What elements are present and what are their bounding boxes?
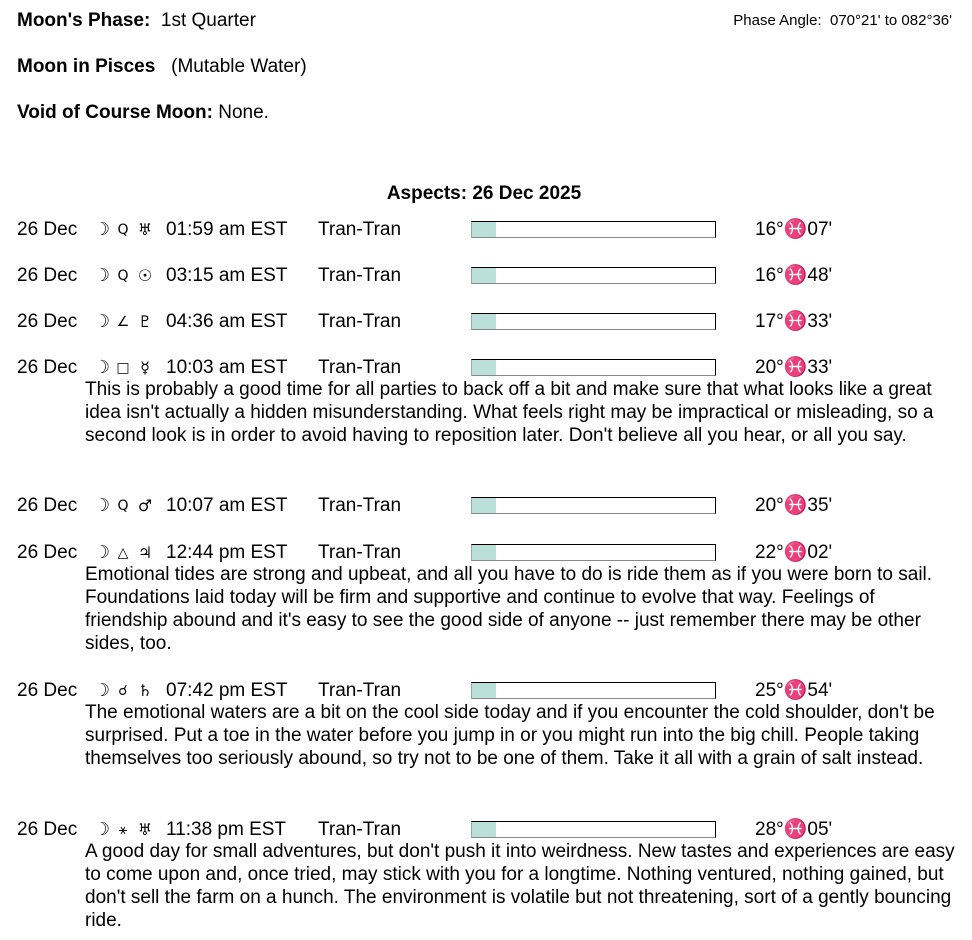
aspect-glyph-icon: □ [116, 360, 130, 376]
moon-phase [17, 10, 256, 32]
strength-bar [471, 313, 716, 330]
moon-glyph-icon: ☽ [93, 542, 111, 563]
void-of-course [17, 102, 269, 124]
moon-glyph-icon: ☽ [93, 680, 111, 701]
aspect-date: 26 Dec [17, 542, 78, 563]
moon-phase-value: 1st Quarter [160, 10, 256, 31]
planet-glyph-icon: ☉ [137, 266, 153, 285]
moon-glyph-icon: ☽ [93, 819, 111, 840]
aspect-date: 26 Dec [17, 495, 78, 516]
aspect-description: The emotional waters are a bit on the cool side today and if you encounter the cold shoulder, don't be surprised. Put a toe in the water before you jump in or you might run into the big chill. People taking themselves too seriously abound, so try not to be one of them. Take it all with a grain of salt instead. [85, 702, 935, 769]
strength-bar-fill [472, 822, 496, 837]
aspect-time: 10:07 am EST [166, 495, 288, 516]
moon-glyph-icon: ☽ [93, 265, 111, 286]
moon-glyph-icon: ☽ [93, 495, 111, 516]
strength-bar-fill [472, 222, 496, 237]
aspect-glyph-icon: ⚹ [118, 822, 128, 838]
strength-bar-fill [472, 268, 496, 283]
aspect-time: 10:03 am EST [166, 357, 288, 378]
planet-glyph-icon: ♅ [137, 220, 153, 239]
strength-bar [471, 821, 716, 838]
aspect-description: Emotional tides are strong and upbeat, and all you have to do is ride them as if you were born to sail. Foundations laid today will be firm and supportive and continue to evolve that way. Feelings of friendship abound and it's easy to see the good side of anyone -- just remember there may be other sides, too. [85, 564, 933, 654]
aspect-glyphs [92, 679, 156, 703]
aspect-date: 26 Dec [17, 357, 78, 378]
aspect-time: 01:59 am EST [166, 219, 288, 240]
aspect-date: 26 Dec [17, 311, 78, 332]
aspect-entry [0, 310, 972, 334]
aspect-position: 22°♓02' [755, 542, 833, 563]
aspect-entry [0, 356, 972, 447]
aspect-type: Tran-Tran [318, 219, 402, 240]
aspect-date: 26 Dec [17, 680, 78, 701]
aspect-entry [0, 494, 972, 518]
planet-glyph-icon: ♅ [137, 820, 153, 839]
aspect-time: 03:15 am EST [166, 265, 288, 286]
strength-bar-fill [472, 360, 496, 375]
planet-glyph-icon: ♄ [137, 681, 153, 700]
aspect-glyphs [92, 264, 156, 288]
aspect-position: 16°♓07' [755, 219, 833, 240]
phase-angle [733, 10, 952, 32]
moon-sign-label: Moon in Pisces [17, 56, 156, 77]
aspect-entry [0, 818, 972, 932]
aspect-position: 17°♓33' [755, 311, 833, 332]
strength-bar-fill [472, 498, 496, 513]
aspect-entry [0, 541, 972, 655]
aspect-date: 26 Dec [17, 219, 78, 240]
aspect-type: Tran-Tran [318, 542, 402, 563]
void-of-course-label: Void of Course Moon: [17, 102, 213, 123]
aspect-type: Tran-Tran [318, 819, 402, 840]
moon-glyph-icon: ☽ [93, 357, 111, 378]
strength-bar [471, 544, 716, 561]
aspect-position: 25°♓54' [755, 680, 833, 701]
aspect-description: This is probably a good time for all parties to back off a bit and make sure that what looks like a great idea isn't actually a hidden misunderstanding. What feels right may be impractical or misleading, so a second look is in order to avoid having to reposition later. Don't believe all you hear, or all you say. [85, 379, 934, 446]
planet-glyph-icon: ☿ [140, 358, 150, 377]
aspect-description: A good day for small adventures, but don't push it into weirdness. New tastes and experiences are easy to come upon and, once tried, may stick with you for a longtime. Nothing ventured, nothing gained, but don't sell the farm on a hunch. The environment is volatile but not threatening, sort of a gently bouncing ride. [85, 841, 955, 931]
planet-glyph-icon: ♇ [137, 312, 153, 331]
planet-glyph-icon: ♂ [137, 496, 153, 515]
strength-bar [471, 682, 716, 699]
planet-glyph-icon: ♃ [137, 543, 153, 562]
aspect-time: 12:44 pm EST [166, 542, 288, 563]
aspect-entry [0, 264, 972, 288]
aspect-glyphs [92, 356, 156, 380]
strength-bar [471, 359, 716, 376]
moon-glyph-icon: ☽ [93, 311, 111, 332]
aspect-position: 20°♓35' [755, 495, 833, 516]
aspects-title: Aspects: 26 Dec 2025 [386, 183, 582, 204]
aspect-glyph-icon: ☌ [118, 683, 128, 699]
aspect-glyphs [92, 541, 156, 565]
aspect-time: 07:42 pm EST [166, 680, 288, 701]
phase-angle-value: 070°21' to 082°36' [830, 12, 952, 29]
strength-bar-fill [472, 683, 496, 698]
aspect-type: Tran-Tran [318, 311, 402, 332]
aspect-row [0, 494, 972, 518]
strength-bar [471, 497, 716, 514]
aspect-glyph-icon: Q [117, 222, 129, 238]
aspect-glyphs [92, 818, 156, 842]
aspect-type: Tran-Tran [318, 680, 402, 701]
aspect-row [0, 310, 972, 334]
strength-bar-fill [472, 314, 496, 329]
aspect-date: 26 Dec [17, 819, 78, 840]
aspect-entry [0, 679, 972, 770]
strength-bar [471, 221, 716, 238]
aspect-glyph-icon: Q [117, 268, 129, 284]
strength-bar-fill [472, 545, 496, 560]
aspect-time: 11:38 pm EST [166, 819, 287, 840]
aspect-position: 16°♓48' [755, 265, 833, 286]
aspect-row [0, 264, 972, 288]
aspect-time: 04:36 am EST [166, 311, 288, 332]
aspect-glyph-icon: Q [117, 498, 129, 514]
aspect-position: 20°♓33' [755, 357, 833, 378]
aspect-type: Tran-Tran [318, 495, 402, 516]
aspect-glyph-icon: ∠ [116, 314, 130, 330]
aspect-type: Tran-Tran [318, 265, 402, 286]
aspect-glyph-icon: △ [117, 545, 129, 561]
aspect-position: 28°♓05' [755, 819, 833, 840]
strength-bar [471, 267, 716, 284]
aspect-row [0, 679, 972, 703]
aspect-entry [0, 218, 972, 242]
aspect-row [0, 356, 972, 380]
aspect-glyphs [92, 310, 156, 334]
aspect-glyphs [92, 218, 156, 242]
aspect-date: 26 Dec [17, 265, 78, 286]
aspect-type: Tran-Tran [318, 357, 402, 378]
aspect-row [0, 541, 972, 565]
phase-angle-label: Phase Angle: [733, 12, 822, 29]
moon-sign [17, 56, 307, 78]
aspect-row [0, 818, 972, 842]
aspect-glyphs [92, 494, 156, 518]
void-of-course-value: None. [218, 102, 269, 123]
moon-sign-quality: (Mutable Water) [171, 56, 307, 77]
moon-glyph-icon: ☽ [93, 219, 111, 240]
aspect-row [0, 218, 972, 242]
moon-phase-label: Moon's Phase: [17, 10, 151, 31]
